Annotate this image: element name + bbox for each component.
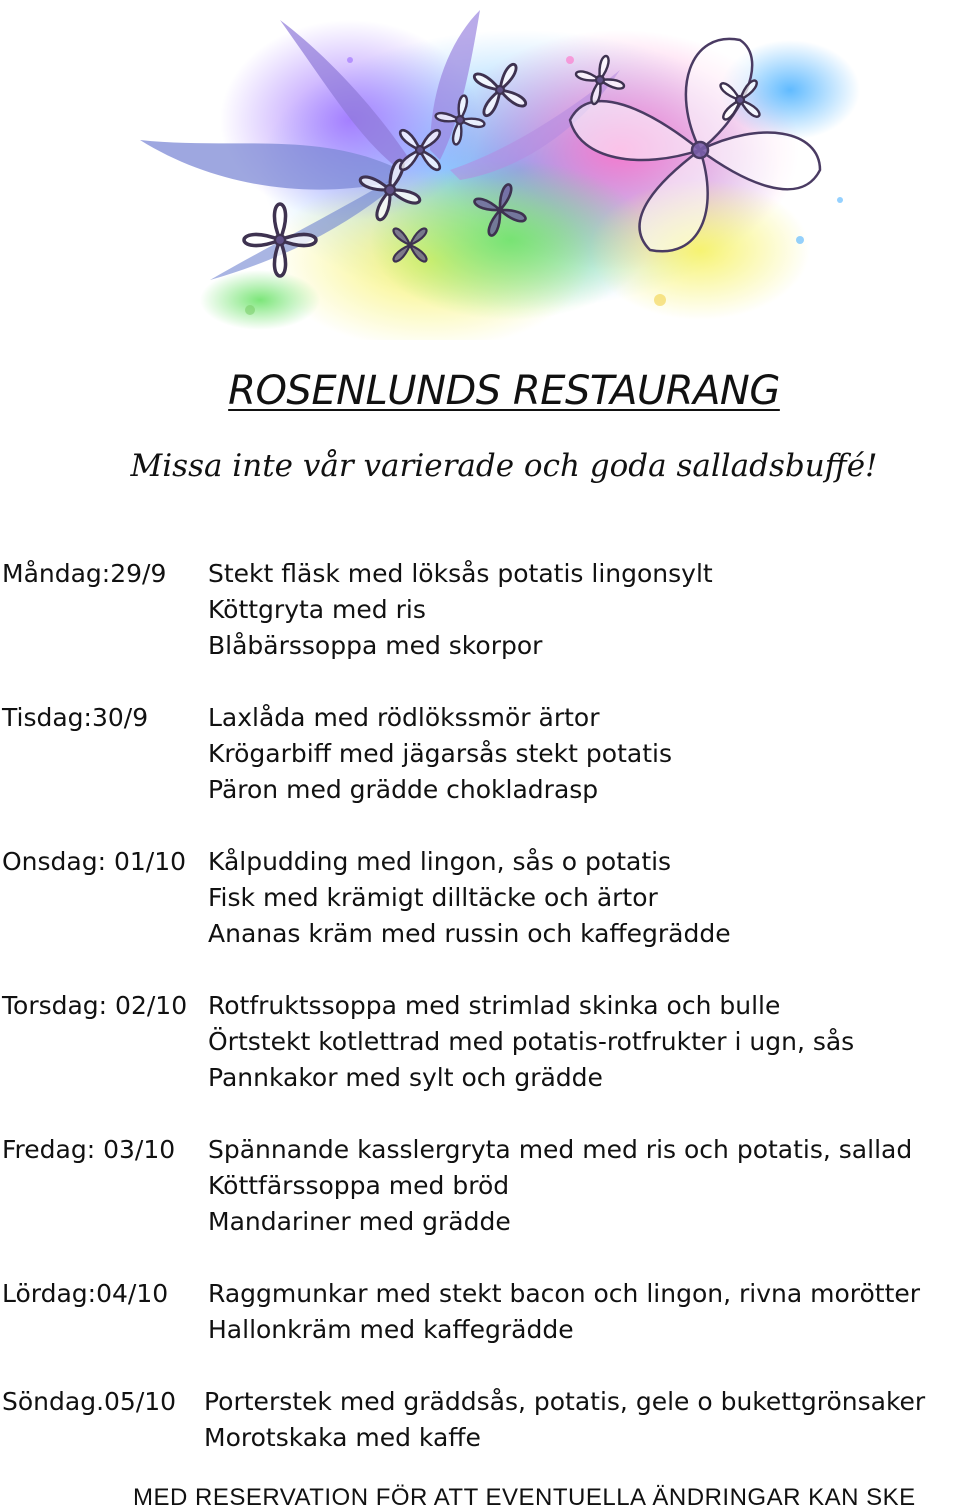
dish-list: [208, 1276, 920, 1348]
dish-item: Raggmunkar med stekt bacon och lingon, rivna morötter: [208, 1279, 921, 1308]
dish-item: Kålpudding med lingon, sås o potatis: [208, 847, 672, 876]
dish-item: Köttgryta med ris: [208, 595, 426, 624]
dish-item: Blåbärssoppa med skorpor: [208, 631, 543, 660]
flower-illustration: [100, 0, 940, 340]
dish-item: Rotfruktssoppa med strimlad skinka och bulle: [208, 991, 781, 1020]
dish-item: Mandariner med grädde: [208, 1207, 511, 1236]
day-label: Fredag: 03/10: [2, 1135, 176, 1164]
salad-buffet-slogan: Missa inte vår varierade och goda salladsbuffé!: [130, 448, 878, 484]
dish-item: Spännande kasslergryta med med ris och potatis, sallad: [208, 1135, 913, 1164]
dish-item: Pannkakor med sylt och grädde: [208, 1063, 603, 1092]
dish-item: Örtstekt kotlettrad med potatis-rotfrukter i ugn, sås: [208, 1027, 855, 1056]
day-label: Onsdag: 01/10: [2, 847, 187, 876]
dish-item: Laxlåda med rödlökssmör ärtor: [208, 703, 600, 732]
day-label: Tisdag:30/9: [2, 703, 149, 732]
dish-item: Porterstek med gräddsås, potatis, gele o bukettgrönsaker: [204, 1387, 926, 1416]
dish-list: [204, 1384, 925, 1456]
day-label: Lördag:04/10: [2, 1279, 169, 1308]
dish-item: Hallonkräm med kaffegrädde: [208, 1315, 574, 1344]
dish-item: Päron med grädde chokladrasp: [208, 775, 599, 804]
dish-list: [208, 988, 854, 1096]
dish-list: [208, 1132, 912, 1240]
day-label: Torsdag: 02/10: [2, 991, 188, 1020]
day-label: Måndag:29/9: [2, 559, 167, 588]
dish-item: Stekt fläsk med löksås potatis lingonsylt: [208, 559, 713, 588]
dish-item: Köttfärssoppa med bröd: [208, 1171, 510, 1200]
dish-item: Morotskaka med kaffe: [204, 1423, 481, 1452]
dish-item: Krögarbiff med jägarsås stekt potatis: [208, 739, 672, 768]
day-label: Söndag.05/10: [2, 1387, 177, 1416]
dish-list: [208, 700, 672, 808]
dish-list: [208, 556, 713, 664]
dish-item: Fisk med krämigt dilltäcke och ärtor: [208, 883, 658, 912]
dish-list: [208, 844, 731, 952]
restaurant-title: ROSENLUNDS RESTAURANG: [228, 368, 780, 414]
reservation-note: MED RESERVATION FÖR ATT EVENTUELLA ÄNDRINGAR KAN SKE: [133, 1484, 916, 1511]
dish-item: Ananas kräm med russin och kaffegrädde: [208, 919, 731, 948]
